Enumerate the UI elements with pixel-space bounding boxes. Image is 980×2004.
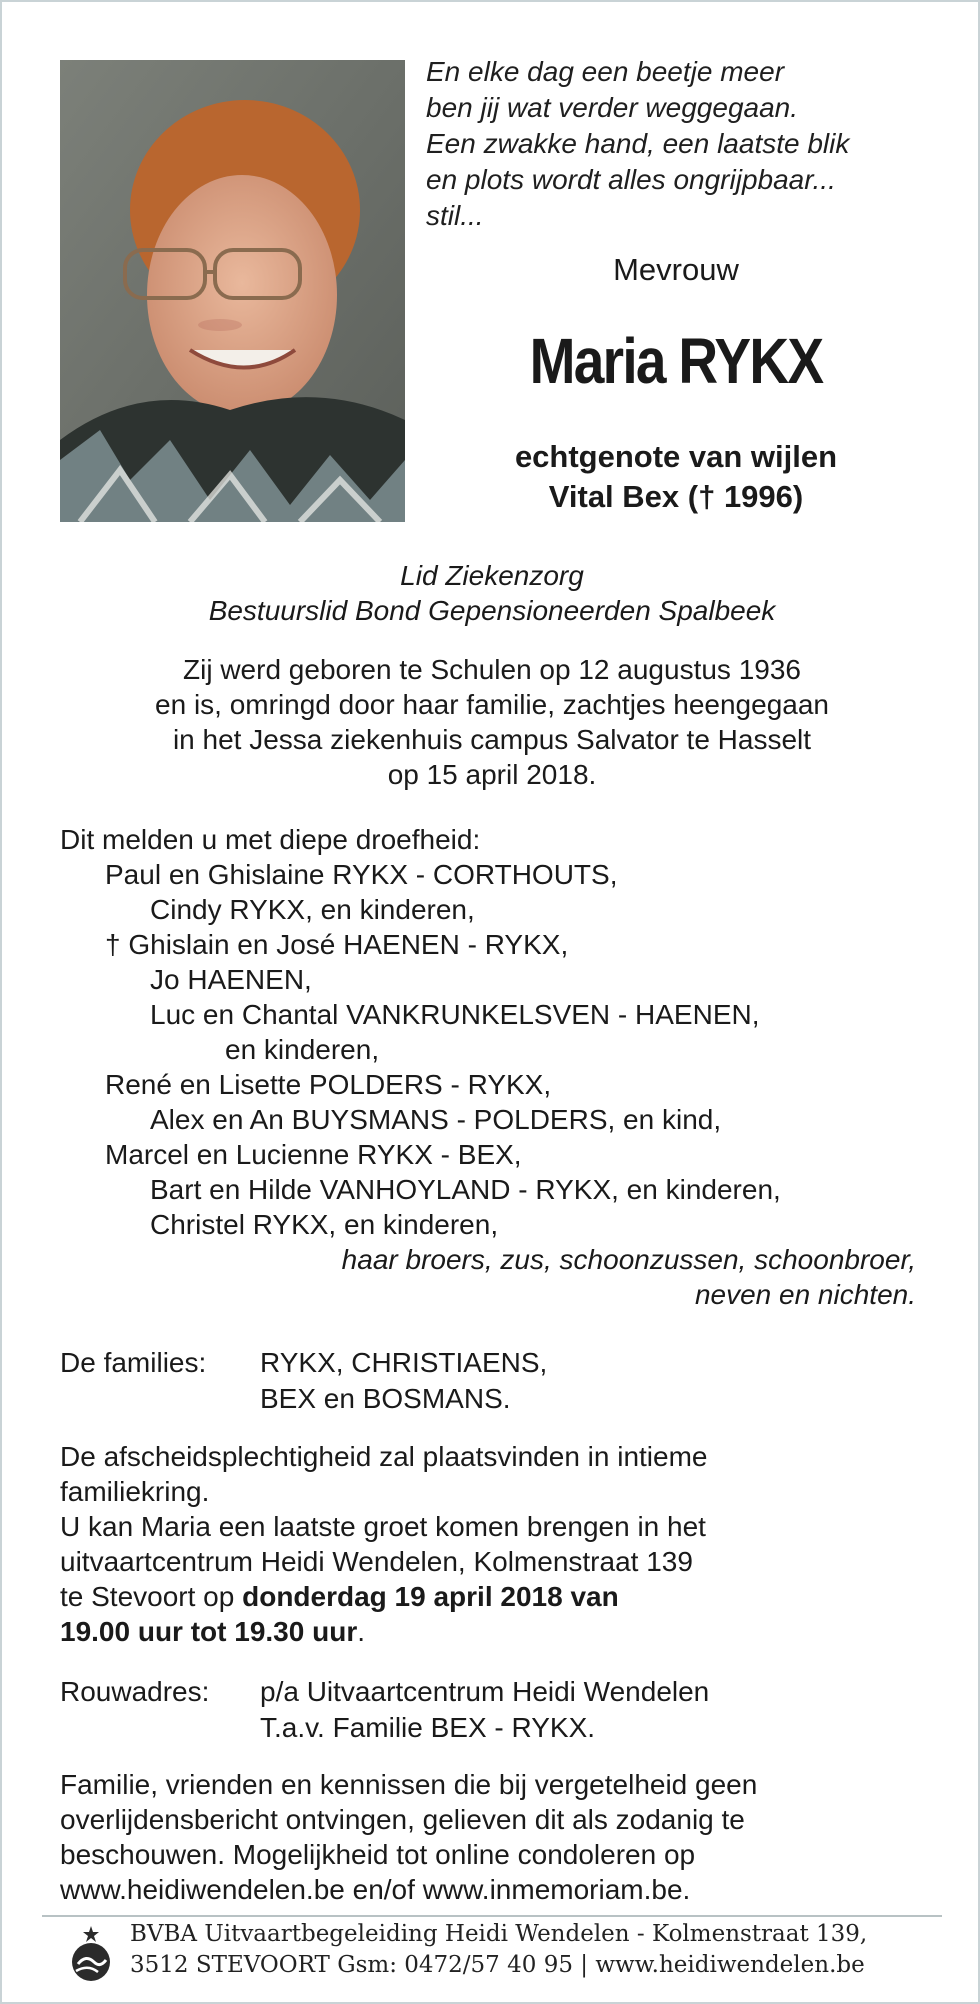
family-line: † Ghislain en José HAENEN - RYKX, (105, 929, 569, 960)
families-names (260, 1345, 547, 1417)
family-line: Paul en Ghislaine RYKX - CORTHOUTS, (105, 859, 618, 890)
family-line: Cindy RYKX, en kinderen, (150, 894, 475, 925)
salutation: Mevrouw (613, 252, 739, 287)
ceremony-line (60, 1614, 940, 1649)
roles (42, 558, 942, 628)
family-line: Marcel en Lucienne RYKX - BEX, (105, 1139, 522, 1170)
families-label: De families: (60, 1347, 207, 1378)
birth-line: en is, omringd door haar familie, zachtjes heengegaan (155, 689, 829, 720)
notice-line: beschouwen. Mogelijkheid tot online condoleren op (60, 1839, 696, 1870)
family-closing: neven en nichten. (694, 1279, 916, 1310)
poem-line: ben jij wat verder weggegaan. (426, 92, 799, 123)
ceremony-line (60, 1579, 940, 1614)
poem-line: Een zwakke hand, een laatste blik (426, 128, 850, 159)
ceremony-line: familiekring. (60, 1476, 210, 1507)
role-line: Lid Ziekenzorg (400, 560, 584, 591)
ceremony-line: U kan Maria een laatste groet komen brengen in het (60, 1511, 706, 1542)
ceremony-time: 19.00 uur tot 19.30 uur (60, 1616, 358, 1647)
ceremony-text: te Stevoort op (60, 1581, 243, 1612)
address-lines (260, 1674, 709, 1746)
footer-line: 3512 STEVOORT Gsm: 0472/57 40 95 | www.heidiwendelen.be (130, 1952, 865, 1978)
address-line: T.a.v. Familie BEX - RYKX. (260, 1712, 596, 1743)
ceremony-info (60, 1439, 940, 1649)
birth-line: op 15 april 2018. (387, 759, 597, 790)
announcement (60, 822, 950, 1312)
birth-death-info (42, 652, 942, 792)
footer-divider (42, 1915, 942, 1917)
birth-line: in het Jessa ziekenhuis campus Salvator te Hasselt (172, 724, 812, 755)
spouse-line: echtgenote van wijlen (514, 439, 838, 474)
address-line: p/a Uitvaartcentrum Heidi Wendelen (260, 1676, 710, 1707)
poem-line: en plots wordt alles ongrijpbaar... (426, 164, 836, 195)
spouse-line: Vital Bex († 1996) (548, 479, 804, 514)
family-line: René en Lisette POLDERS - RYKX, (105, 1069, 552, 1100)
ceremony-date: donderdag 19 april 2018 van (242, 1581, 619, 1612)
announcement-intro: Dit melden u met diepe droefheid: (60, 824, 481, 855)
ceremony-line: uitvaartcentrum Heidi Wendelen, Kolmenstraat 139 (60, 1546, 693, 1577)
family-line: en kinderen, (225, 1034, 380, 1065)
funeral-home-info (130, 1919, 950, 1981)
deceased-name: Maria RYKX (529, 325, 823, 397)
footer-line: BVBA Uitvaartbegeleiding Heidi Wendelen - Kolmenstraat 139, (130, 1921, 868, 1947)
notice (60, 1767, 940, 1907)
families-line: RYKX, CHRISTIAENS, (260, 1347, 548, 1378)
birth-line: Zij werd geboren te Schulen op 12 augustus 1936 (183, 654, 801, 685)
role-line: Bestuurslid Bond Gepensioneerden Spalbeek (208, 595, 776, 626)
funeral-home-logo-icon (68, 1924, 114, 1984)
spouse-info (426, 437, 926, 517)
family-line: Bart en Hilde VANHOYLAND - RYKX, en kinderen, (150, 1174, 781, 1205)
ceremony-text: . (357, 1616, 365, 1647)
ceremony-line: De afscheidsplechtigheid zal plaatsvinden in intieme (60, 1441, 708, 1472)
address-label: Rouwadres: (60, 1676, 210, 1707)
family-line: Luc en Chantal VANKRUNKELSVEN - HAENEN, (150, 999, 760, 1030)
notice-line: www.heidiwendelen.be en/of www.inmemoriam.be. (60, 1874, 691, 1905)
family-line: Jo HAENEN, (150, 964, 312, 995)
poem (426, 54, 946, 234)
portrait-photo (60, 60, 405, 522)
family-line: Christel RYKX, en kinderen, (150, 1209, 499, 1240)
poem-line: stil... (426, 200, 484, 231)
notice-line: Familie, vrienden en kennissen die bij vergetelheid geen (60, 1769, 758, 1800)
family-closing: haar broers, zus, schoonzussen, schoonbroer, (341, 1244, 916, 1275)
families-line: BEX en BOSMANS. (260, 1383, 511, 1414)
poem-line: En elke dag een beetje meer (426, 56, 785, 87)
notice-line: overlijdensbericht ontvingen, gelieven dit als zodanig te (60, 1804, 745, 1835)
family-line: Alex en An BUYSMANS - POLDERS, en kind, (150, 1104, 722, 1135)
